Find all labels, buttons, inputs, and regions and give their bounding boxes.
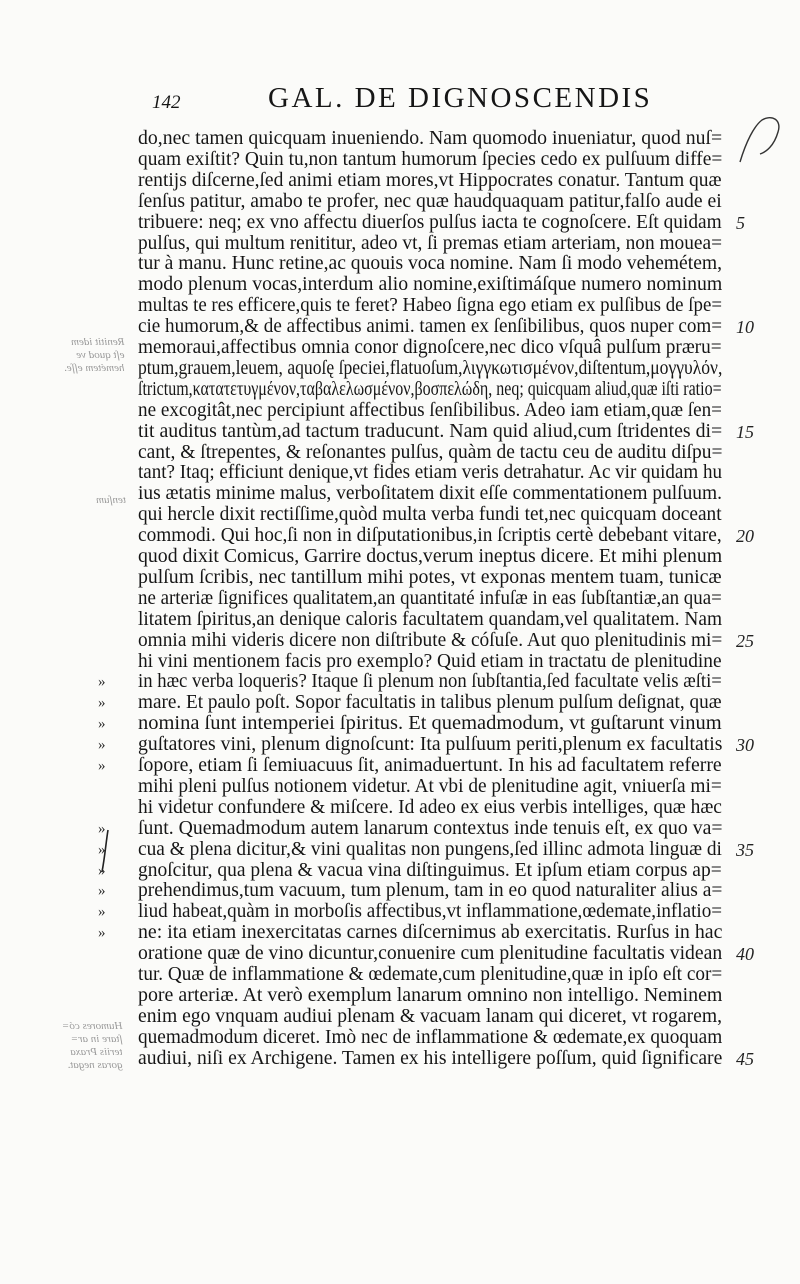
quote-mark: » xyxy=(98,737,106,754)
text-line: gnoſcitur, qua plena & vacua vina diſtinguimus. Et ipſum etiam corpus ap= xyxy=(138,859,722,881)
text-line: ſopore, etiam ſi ſemiuacuus ſit, animaduertunt. In his ad facultatem referre xyxy=(138,755,722,776)
text-line: ne: ita etiam inexercitatas carnes diſcernimus ab exercitatis. Rurſus in hac xyxy=(138,922,723,944)
text-line: ne excogitât,nec percipiunt affectibus ſenſibilibus. Adeo iam etiam,quæ ſen= xyxy=(138,399,722,421)
quote-mark: » xyxy=(98,716,106,733)
text-line: omnia mihi videris dicere non diſtribute & cóſuſe. Aut quo plenitudinis mi= xyxy=(138,629,723,651)
text-line: commodi. Qui hoc,ſi non in diſputationibus,in ſcriptis certè debebant vitare, xyxy=(138,525,722,547)
text-line: modo plenum vocas,interdum alio nomine,exiſtimáſque numero nominum xyxy=(138,274,723,296)
text-line: tur. Quæ de inflammatione & œdemate,cum plenitudine,quæ in ipſo eſt cor= xyxy=(138,964,723,985)
text-line: pulſus, qui multum renititur, adeo vt, ſi premas etiam arteriam, non moueа= xyxy=(138,232,723,254)
text-line: qui hercle dixit rectiſſime,quòd multa verba fundi tet,nec quicquam doceant xyxy=(138,504,722,526)
text-line: ptum,grauem,leuem, aquoſę ſpeciei,flatuoſum,λιγγκωτισμένον,diſtentum,μογγυλόν, xyxy=(138,357,723,379)
quote-mark: » xyxy=(98,841,106,858)
quote-mark: » xyxy=(98,925,106,942)
line-number: 15 xyxy=(736,421,754,442)
line-number: 20 xyxy=(736,526,754,547)
text-line: tit auditus tantùm,ad tactum traducunt. Nam quid aliud,cum ſtridentes di= xyxy=(138,420,723,442)
text-line: quemadmodum diceret. Imò nec de inflammatione & œdemate,ex quoquam xyxy=(138,1026,723,1048)
text-line: mare. Et paulo poſt. Sopor facultatis in talibus plenum pulſum deſignat, quæ xyxy=(138,692,722,714)
text-line: guſtatores vini, plenum dignoſcunt: Ita pulſuum periti,plenum ex facultatis xyxy=(138,734,723,756)
text-line: ſunt. Quemadmodum autem lanarum contextus inde tenuis eſt, ex quo va= xyxy=(138,817,723,839)
bleed-through-note-middle xyxy=(96,494,126,507)
text-line: multas te res efficere,quis te feret? Habeo ſigna ego etiam ex pulſibus de ſpe= xyxy=(138,295,722,317)
bleed-line: teriis Praxa xyxy=(70,1046,123,1058)
text-line: quam exiſtit? Quin tu,non tantum humorum ſpecies cedo ex pulſuum diffe= xyxy=(138,148,723,170)
text-line: tur à manu. Hunc retine,ac quouis voca nomine. Nam ſi modo vehemétem, xyxy=(138,253,723,275)
bleed-line: goras negat. xyxy=(67,1059,123,1071)
text-line: liud habeat,quàm in morboſis affectibus,vt inflammatione,œdemate,inflatio= xyxy=(138,901,723,923)
bleed-through-note-top xyxy=(64,336,124,375)
line-number: 5 xyxy=(736,212,745,233)
bleed-through-note-lower xyxy=(62,1020,122,1072)
text-line: enim ego vnquam audiui plenam & vacuam lanam qui diceret, vt rogarem, xyxy=(138,1005,723,1027)
handwritten-flourish-mark xyxy=(732,112,792,172)
quote-mark: » xyxy=(98,758,106,774)
line-number: 25 xyxy=(736,630,754,651)
text-line: pulſum ſcribis, nec tantillum mihi potes, vt exponas mentem tuam, tunicæ xyxy=(138,566,722,588)
text-line: tribuere: neq; ex vno affectu diuerſos pulſus iacta te cognoſcere. Eſt quidam xyxy=(138,211,722,233)
line-number: 45 xyxy=(736,1048,754,1069)
text-line: cant, & ſtrepentes, & reſonantes pulſus, quàm de tactu ceu de auditu diſpu= xyxy=(138,441,723,463)
bleed-line: tenſum xyxy=(96,494,126,506)
text-line: memoraui,affectibus omnia conor dignoſcere,nec dico vſquâ pulſum præru= xyxy=(138,337,722,358)
text-line: ius ætatis minime malus, verboſitatem dixit eſſe commentationem pulſuum. xyxy=(138,483,722,505)
text-line: mihi pleni pulſus notionem videtur. At vbi de plenitudine agit, vniuerſa mi= xyxy=(138,775,722,797)
text-line: pore arteriæ. At verò exemplum lanarum omnino non intelligo. Neminem xyxy=(138,984,723,1006)
line-number: 40 xyxy=(736,944,754,965)
quote-mark: » xyxy=(98,695,106,712)
line-number: 35 xyxy=(736,839,754,860)
text-line: rentijs diſcerne,ſed animi etiam mores,vt Hippocrates conatur. Tantum quæ xyxy=(138,169,722,191)
text-line: ſenſus patitur, amabo te profer, nec quæ haudquaquam patitur,falſo aude ei xyxy=(138,190,722,212)
page-number: 142 xyxy=(152,92,181,113)
text-line: nomina ſunt intemperiei ſpiritus. Et quemadmodum, vt guſtarunt vinum xyxy=(138,713,722,735)
quote-mark: » xyxy=(98,883,106,900)
page-header xyxy=(150,82,653,122)
text-line: do,nec tamen quicquam inueniendo. Nam quomodo inueniatur, quod nuſ= xyxy=(138,128,723,149)
text-line: hi videtur confundere & miſcere. Id adeo ex eius verbis intelliges, quæ hæc xyxy=(138,796,722,818)
text-line: oratione quæ de vino dicuntur,conuenire cum plenitudine facultatis videan xyxy=(138,943,723,965)
line-number: 30 xyxy=(736,735,754,756)
bleed-line: hemétem eſſe. xyxy=(64,362,125,374)
line-number: 10 xyxy=(736,317,754,338)
text-line: cua & plena dicitur,& vini qualitas non pungens,ſed illinc admota linguæ di xyxy=(138,838,722,860)
text-line: hi vini mentionem facis pro exemplo? Quid etiam in tractatu de plenitudine xyxy=(138,650,722,672)
bleed-line: eſt quod ve xyxy=(76,349,125,361)
bleed-line: Renitit idem xyxy=(71,336,125,348)
text-line: in hæc verba loqueris? Itaque ſi plenum non ſubſtantia,ſed facultate velis æſti= xyxy=(138,671,722,693)
quote-mark: » xyxy=(98,904,106,921)
text-line: litatem ſpiritus,an denique caloris facultatem quandam,vel qualitatem. Nam xyxy=(138,608,723,630)
text-line: ſtrictum,κατατετυγμένον,ταβαλελωσμένον,βοσπελώδη, neq; quicquam aliud,quæ iſti ratio= xyxy=(138,378,722,400)
quote-mark: » xyxy=(98,674,106,691)
quote-mark: » xyxy=(98,820,106,837)
text-line: prehendimus,tum vacuum, tum plenum, tam in eo quod naturaliter alius a= xyxy=(138,880,723,902)
text-line: tant? Itaq; efficiunt denique,vt fides etiam veris detrahatur. Ac vir quidam hu xyxy=(138,462,722,484)
text-line: quod dixit Comicus, Garrire doctus,verum ineptus dicere. Et mihi plenum xyxy=(138,546,723,567)
bleed-line: Humores có= xyxy=(62,1020,123,1032)
bleed-line: ſtare in ar= xyxy=(70,1033,123,1045)
text-line: ne arteriæ ſignifices qualitatem,an quantitaté infuſæ in eas ſubſtantiæ,an qua= xyxy=(138,587,722,609)
text-line: audiui, niſi ex Archigene. Tamen ex his intelligere poſſum, quid ſignificare xyxy=(138,1047,723,1069)
quote-mark: » xyxy=(98,862,106,879)
text-line: cie humorum,& de affectibus animi. tamen ex ſenſibilibus, quos nuper com= xyxy=(138,316,723,338)
running-head: GAL. DE DIGNOSCENDIS xyxy=(268,82,653,114)
